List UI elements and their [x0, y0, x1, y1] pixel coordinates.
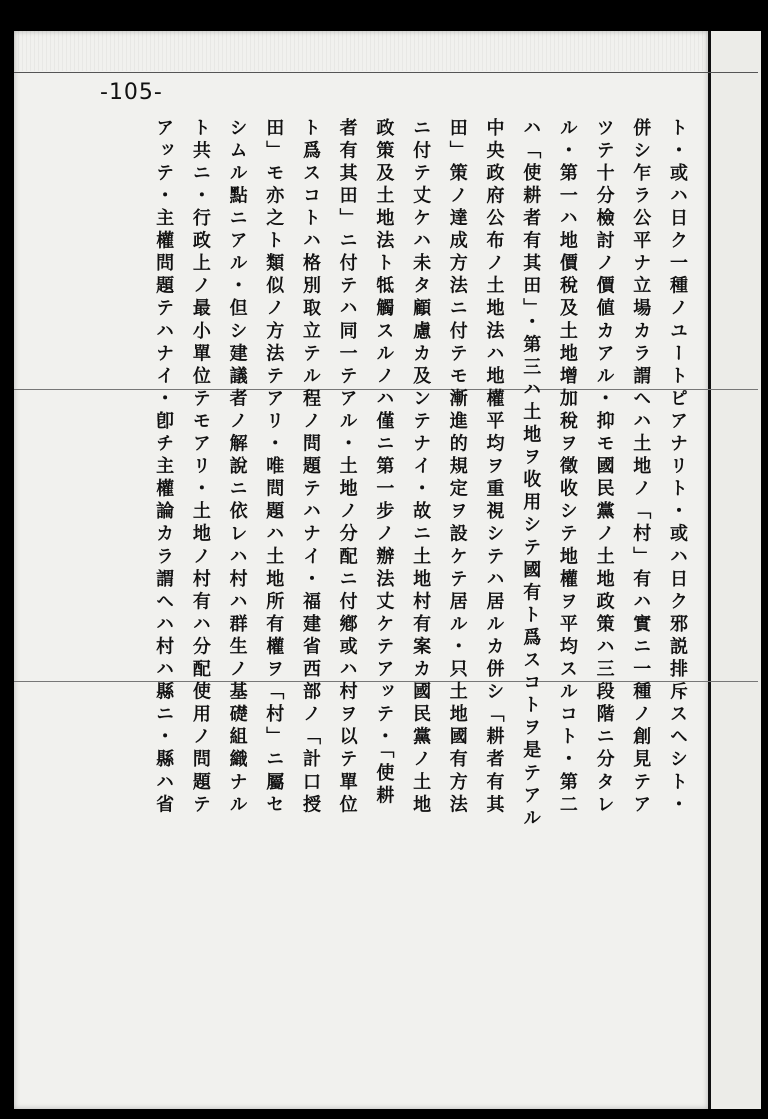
text-column: 政策及土地法ト牴觸スルノハ僅ニ第一步ノ辦法丈ケテアッテ・「使耕 [373, 118, 395, 809]
page-number: -105- [100, 80, 163, 105]
text-column: 者有其田」ニ付テハ同一テアル・土地ノ分配ニ付鄕或ハ村ヲ以テ單位 [336, 118, 358, 818]
text-column: ト爲スコトハ格別取立テル程ノ問題テハナイ・福建省西部ノ「計口授 [299, 118, 321, 818]
text-column: シムル點ニアル・但シ建議者ノ解說ニ依レハ村ハ群生ノ基礎組織ナル [226, 118, 248, 818]
text-column: アッテ・主權問題テハナイ・卽チ主權論カラ謂ヘハ村ハ縣ニ・縣ハ省 [153, 118, 175, 818]
text-column: ツテ十分檢討ノ價値カアル・抑モ國民黨ノ土地政策ハ三段階ニ分タレ [593, 118, 615, 818]
facing-page-edge [708, 31, 761, 1109]
scan-line [14, 72, 758, 73]
scan-noise [14, 31, 708, 71]
text-column: 併シ乍ラ公平ナ立場カラ謂ヘハ土地ノ「村」有ハ實ニ一種ノ創見テア [630, 118, 652, 818]
text-column: ル・第一ハ地價稅及土地增加稅ヲ徵收シテ地權ヲ平均スルコト・第二 [556, 118, 578, 818]
text-column: 田」策ノ達成方法ニ付テモ漸進的規定ヲ設ケテ居ル・只土地國有方法 [446, 118, 468, 818]
text-column: 田」モ亦之ト類似ノ方法テアリ・唯問題ハ土地所有權ヲ「村」ニ屬セ [263, 118, 285, 818]
text-column: ニ付テ丈ケハ未タ顧慮カ及ンテナイ・故ニ土地村有案カ國民黨ノ土地 [410, 118, 432, 818]
text-column: ト共ニ・行政上ノ最小單位テモアリ・土地ノ村有ハ分配使用ノ問題テ [189, 118, 211, 818]
text-column: ハ「使耕者有其田」・第三ハ土地ヲ收用シテ國有ト爲スコトヲ是テアル [520, 118, 542, 831]
text-column: ト・或ハ日ク一種ノユートピアナリト・或ハ日ク邪説排斥スヘシト・ [667, 118, 688, 818]
vertical-text-block [95, 118, 695, 978]
text-column: 中央政府公布ノ土地法ハ地權平均ヲ重視シテハ居ルカ併シ「耕者有其 [483, 118, 505, 818]
